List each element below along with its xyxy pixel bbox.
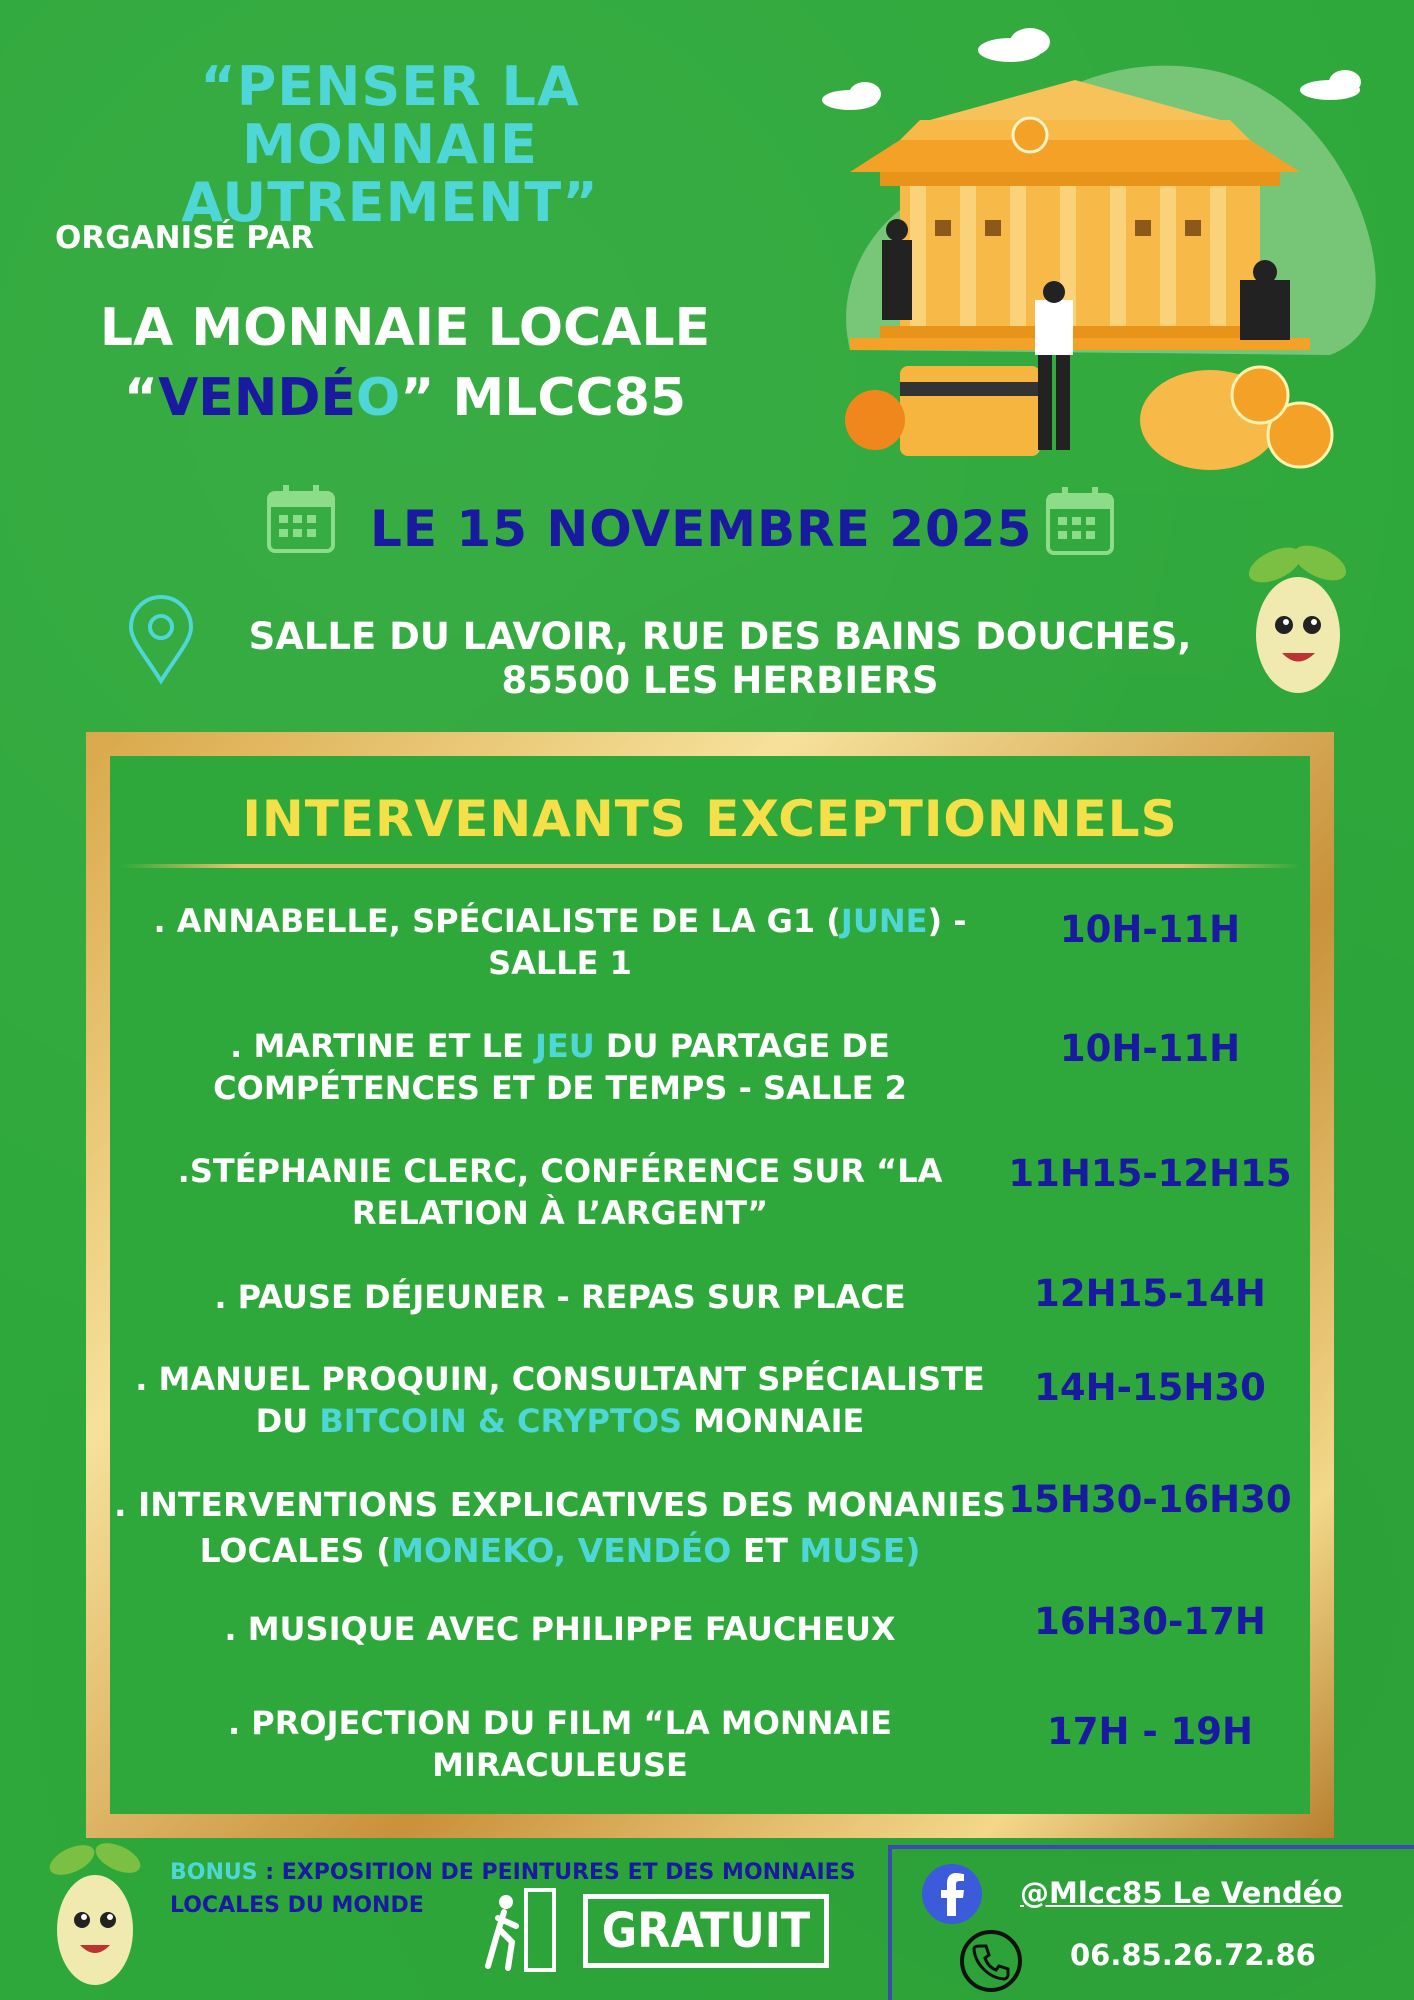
vendeo-word: VENDÉ [158, 368, 357, 428]
program-title: INTERVENANTS EXCEPTIONNELS [242, 790, 1178, 848]
facebook-handle[interactable]: @Mlcc85 Le Vendéo [1020, 1876, 1343, 1910]
facebook-icon[interactable] [920, 1862, 984, 1926]
organizer-name-line1: LA MONNAIE LOCALE [99, 298, 711, 358]
program-item-text: . PROJECTION DU FILM “LA MONNAIE MIRACULEUSE [228, 1704, 892, 1784]
title-divider [120, 864, 1300, 868]
program-item-time: 15H30-16H30 [1008, 1478, 1292, 1521]
slogan: “PENSER LA MONNAIE AUTREMENT” [181, 55, 599, 234]
program-item-time: 12H15-14H [1034, 1272, 1266, 1315]
mascot-illustration [30, 1835, 160, 1995]
phone-number[interactable]: 06.85.26.72.86 [1070, 1938, 1316, 1972]
calendar-icon [1044, 485, 1116, 557]
program-item-time: 10H-11H [1059, 908, 1241, 951]
calendar-icon [265, 483, 337, 555]
free-badge: GRATUIT [583, 1894, 829, 1968]
program-item-text: . ANNABELLE, SPÉCIALISTE DE LA G1 (JUNE) - SALLE 1 [153, 902, 967, 982]
program-item-text: . INTERVENTIONS EXPLICATIVES DES MONANIES LOCALES (MONEKO, VENDÉO ET MUSE) [113, 1485, 1007, 1570]
bonus-label: BONUS [170, 1860, 258, 1885]
program-item-time: 16H30-17H [1034, 1600, 1266, 1643]
program-item-text: . MARTINE ET LE JEU DU PARTAGE DE COMPÉTENCES ET DE TEMPS - SALLE 2 [213, 1027, 907, 1107]
address-line1: SALLE DU LAVOIR, RUE DES BAINS DOUCHES, [248, 615, 1192, 658]
program-item-text: .STÉPHANIE CLERC, CONFÉRENCE SUR “LA RELATION À L’ARGENT” [177, 1152, 943, 1232]
phone-icon [958, 1928, 1024, 1994]
program-item-time: 14H-15H30 [1034, 1366, 1266, 1409]
event-address [210, 615, 1230, 703]
program-item-text: . PAUSE DÉJEUNER - REPAS SUR PLACE [214, 1278, 906, 1316]
mascot-illustration [1220, 535, 1370, 705]
program-item-text: . MUSIQUE AVEC PHILIPPE FAUCHEUX [224, 1610, 896, 1648]
program-item-text: . MANUEL PROQUIN, CONSULTANT SPÉCIALISTE DU BITCOIN & CRYPTOS MONNAIE [135, 1360, 985, 1440]
entrance-icon [482, 1886, 560, 1974]
location-pin-icon [125, 595, 197, 685]
organizer-name-line2 [80, 368, 730, 428]
organizer-suffix: ” MLCC85 [400, 368, 687, 428]
vendeo-o: O [356, 368, 401, 428]
address-line2: 85500 LES HERBIERS [501, 659, 939, 702]
program-item-time: 17H - 19H [1046, 1710, 1254, 1753]
organised-by-label: ORGANISÉ PAR [55, 220, 315, 256]
quote-open: “ [123, 368, 159, 428]
program-item-time: 11H15-12H15 [1008, 1152, 1292, 1195]
bonus-text: : EXPOSITION DE PEINTURES ET DES MONNAIES [257, 1860, 856, 1885]
bank-illustration [810, 10, 1390, 480]
program-item-time: 10H-11H [1059, 1027, 1241, 1070]
bonus-text-line2: LOCALES DU MONDE [170, 1893, 424, 1918]
event-date: LE 15 NOVEMBRE 2025 [370, 500, 1033, 558]
